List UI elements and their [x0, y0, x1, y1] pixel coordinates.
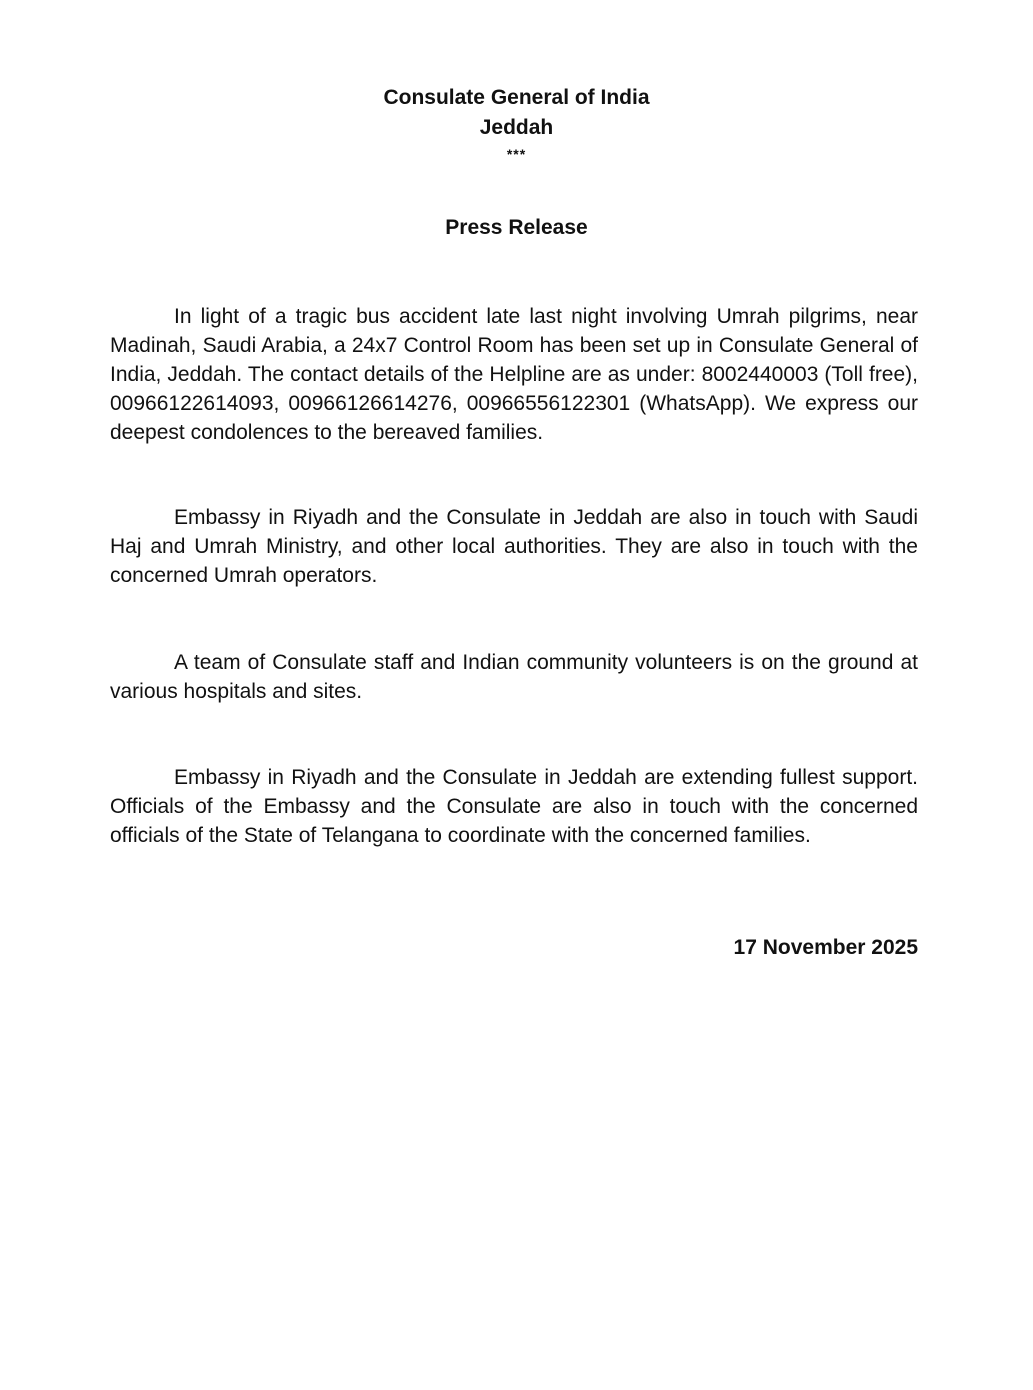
paragraph-ground-team: A team of Consulate staff and Indian community volunteers is on the ground at various hospitals and sites.: [110, 651, 918, 703]
organization-heading: Consulate General of India: [383, 86, 650, 109]
paragraph-coordination: Embassy in Riyadh and the Consulate in Jeddah are also in touch with Saudi Haj and Umrah Ministry, and other local authorities. They are also in touch with the concerned Umrah operators.: [110, 506, 918, 587]
heading-separator: ***: [506, 146, 527, 162]
release-date: 17 November 2025: [733, 936, 918, 959]
city-heading: Jeddah: [479, 116, 554, 139]
paragraph-support: Embassy in Riyadh and the Consulate in Jeddah are extending fullest support. Officials of the Embassy and the Consulate are also in touch with the concerned officials of the State of Telangana to coordinate with the concerned families.: [110, 766, 918, 847]
paragraph-helpline: In light of a tragic bus accident late last night involving Umrah pilgrims, near Madinah, Saudi Arabia, a 24x7 Control Room has been set up in Consulate General of India, Jeddah. The contact details of the Helpline are as under: 8002440003 (Toll free), 00966122614093, 00966126614276, 00966556122301 (WhatsApp). We express our deepest condolences to the bereaved families.: [110, 305, 918, 444]
document-title: Press Release: [445, 216, 588, 239]
